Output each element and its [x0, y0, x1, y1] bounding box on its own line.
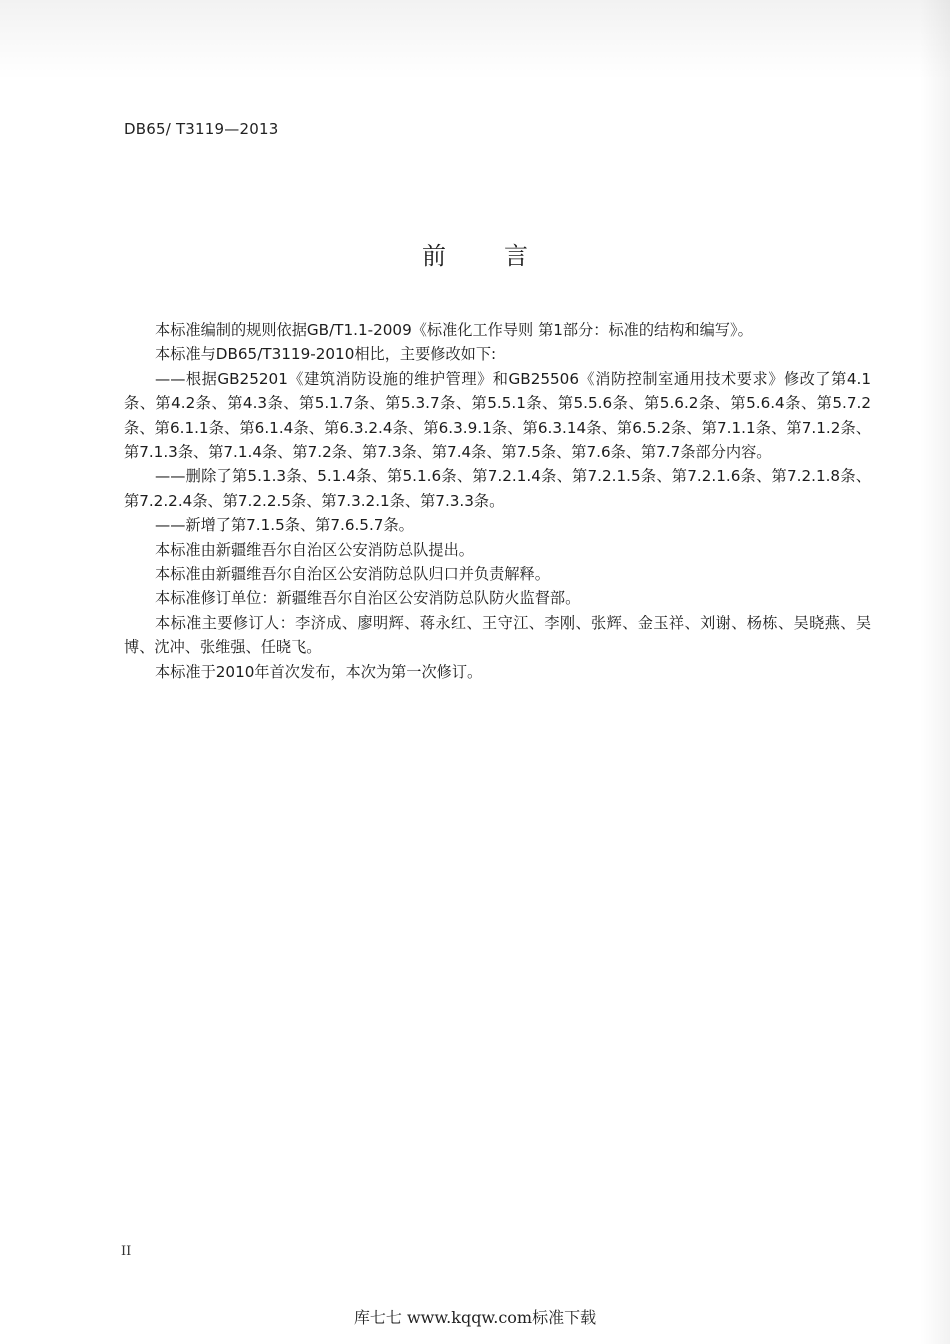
paragraph-modified-clauses: ——根据GB25201《建筑消防设施的维护管理》和GB25506《消防控制室通用技术要求》修改了第4.1条、第4.2条、第4.3条、第5.1.7条、第5.3.7条、第5.5.1条、第5.5.6条、第5.6.2条、第5.6.4条、第5.7.2条、第6.1.1条、第6.1.4条、第6.3.2.4条、第6.3.9.1条、第6.3.14条、第6.5.2条、第7.1.1条、第7.1.2条、第7.1.3条、第7.1.4条、第7.2条、第7.3条、第7.4条、第7.5条、第7.6条、第7.7条部分内容。 — [124, 369, 871, 462]
scan-shadow-top — [0, 0, 950, 80]
paragraph-revising-unit: 本标准修订单位：新疆维吾尔自治区公安消防总队防火监督部。 — [155, 589, 581, 608]
paragraph-proposer: 本标准由新疆维吾尔自治区公安消防总队提出。 — [155, 540, 474, 559]
paragraph-changes-intro: 本标准与DB65/T3119-2010相比，主要修改如下: — [155, 345, 497, 364]
paragraph-drafting-rules: 本标准编制的规则依据GB/T1.1-2009《标准化工作导则 第1部分：标准的结构和编写》。 — [155, 321, 753, 339]
paragraph-added-clauses: ——新增了第7.1.5条、第7.6.5.7条。 — [155, 516, 414, 535]
paragraph-interpretation: 本标准由新疆维吾尔自治区公安消防总队归口并负责解释。 — [155, 565, 550, 584]
document-code: DB65/ T3119—2013 — [124, 120, 279, 138]
paragraph-publication-history: 本标准于2010年首次发布，本次为第一次修订。 — [155, 662, 483, 681]
scan-shadow-right — [920, 0, 950, 1344]
paragraph-revisers: 本标准主要修订人：李济成、廖明辉、蒋永红、王守江、李刚、张辉、金玉祥、刘谢、杨栋、吴晓燕、吴博、沈冲、张维强、任晓飞。 — [124, 613, 871, 657]
paragraph-deleted-clauses: ——删除了第5.1.3条、5.1.4条、第5.1.6条、第7.2.1.4条、第7.2.1.5条、第7.2.1.6条、第7.2.1.8条、第7.2.2.4条、第7.2.2.5条、第7.3.2.1条、第7.3.3条。 — [124, 467, 871, 510]
foreword-body — [124, 318, 871, 684]
page-number: II — [121, 1244, 132, 1259]
footer-watermark: 库七七 www.kqqw.com标准下载 — [353, 1308, 597, 1327]
page-title: 前言 — [422, 242, 586, 270]
